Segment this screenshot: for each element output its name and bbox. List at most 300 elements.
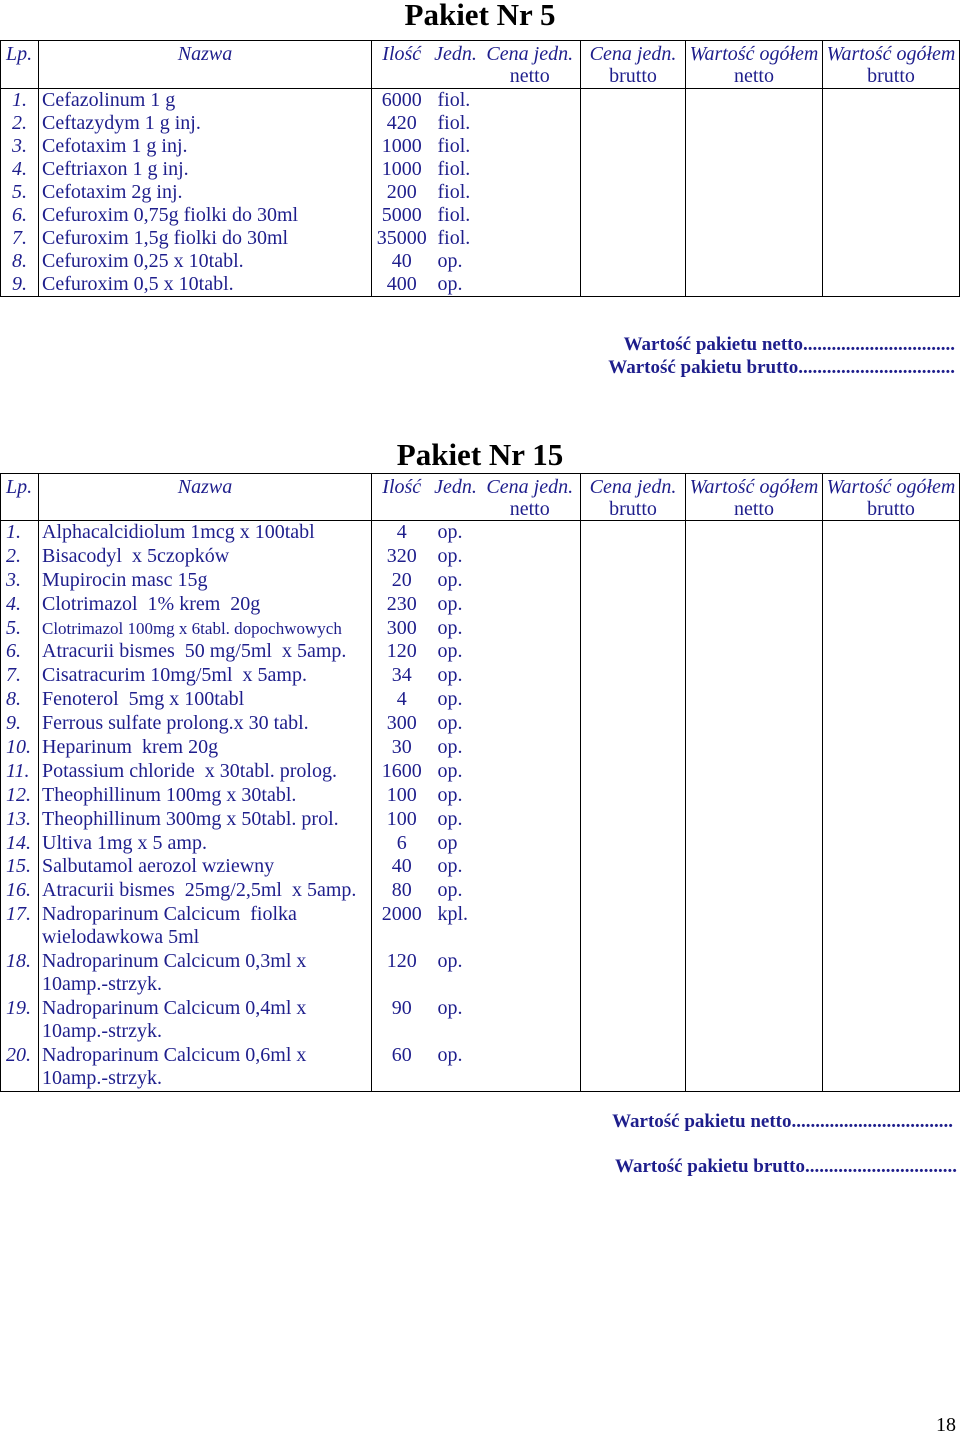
item-name: Nadroparinum Calcicum 0,3ml x 10amp.-strzyk. bbox=[39, 950, 372, 997]
row-number: 5. bbox=[6, 616, 21, 639]
cena-jedn-netto-cell bbox=[480, 759, 581, 783]
wartosc-ogolem-brutto-cell bbox=[823, 568, 960, 592]
wartosc-ogolem-brutto-cell bbox=[823, 616, 960, 640]
cena-jedn-netto-cell bbox=[480, 903, 581, 950]
item-quantity: 30 bbox=[372, 736, 432, 760]
wartosc-ogolem-netto-cell bbox=[686, 712, 823, 736]
wartosc-ogolem-brutto-cell bbox=[823, 712, 960, 736]
table-row bbox=[1, 1044, 960, 1092]
wartosc-ogolem-netto-cell bbox=[686, 664, 823, 688]
cena-jedn-brutto-cell bbox=[581, 592, 686, 616]
row-number: 17. bbox=[6, 902, 31, 925]
table-row bbox=[1, 783, 960, 807]
item-name: Heparinum krem 20g bbox=[39, 736, 372, 760]
item-name: Atracurii bismes 50 mg/5ml x 5amp. bbox=[39, 640, 372, 664]
item-quantity: 320 bbox=[372, 544, 432, 568]
header-line-2: netto bbox=[509, 65, 550, 87]
cena-jedn-netto-cell bbox=[480, 855, 581, 879]
header-line-2: netto bbox=[734, 65, 774, 87]
item-name: Cefazolinum 1 g bbox=[39, 89, 372, 113]
item-unit: op. bbox=[437, 250, 463, 272]
wartosc-ogolem-brutto-cell bbox=[823, 879, 960, 903]
wartosc-ogolem-brutto-cell bbox=[823, 807, 960, 831]
wartosc-ogolem-brutto-cell bbox=[823, 181, 960, 204]
item-unit: op. bbox=[437, 616, 463, 639]
table-row bbox=[1, 227, 960, 250]
header-line-1: Cena jedn. bbox=[589, 476, 677, 498]
wartosc-ogolem-brutto-cell bbox=[823, 783, 960, 807]
cena-jedn-brutto-cell bbox=[581, 135, 686, 158]
wartosc-ogolem-brutto-cell bbox=[823, 831, 960, 855]
cena-jedn-brutto-cell bbox=[581, 688, 686, 712]
cena-jedn-brutto-cell bbox=[581, 950, 686, 997]
header-line-1: Cena jedn. bbox=[486, 43, 574, 65]
wartosc-ogolem-brutto-cell bbox=[823, 1044, 960, 1092]
header-line-1: Wartość ogółem bbox=[826, 476, 956, 498]
item-quantity: 80 bbox=[372, 879, 432, 903]
row-number: 14. bbox=[6, 831, 31, 854]
item-name: Fenoterol 5mg x 100tabl bbox=[39, 688, 372, 712]
package-value-brutto: Wartość pakietu brutto................................. bbox=[608, 357, 955, 378]
cena-jedn-netto-cell bbox=[480, 204, 581, 227]
item-name: Ultiva 1mg x 5 amp. bbox=[39, 831, 372, 855]
header-line-2: brutto bbox=[609, 65, 657, 87]
row-number: 3. bbox=[6, 568, 21, 591]
item-quantity: 120 bbox=[372, 640, 432, 664]
cena-jedn-brutto-cell bbox=[581, 181, 686, 204]
wartosc-ogolem-brutto-cell bbox=[823, 759, 960, 783]
item-quantity: 1600 bbox=[372, 759, 432, 783]
header-cena-jedn-netto bbox=[480, 474, 581, 521]
item-name: Salbutamol aerozol wziewny bbox=[39, 855, 372, 879]
item-unit: op. bbox=[437, 273, 463, 295]
header-line-2: netto bbox=[509, 498, 550, 520]
item-name: Theophillinum 300mg x 50tabl. prol. bbox=[39, 807, 372, 831]
wartosc-ogolem-brutto-cell bbox=[823, 158, 960, 181]
item-quantity: 4 bbox=[372, 688, 432, 712]
package-table bbox=[0, 473, 960, 1092]
item-quantity: 1000 bbox=[372, 158, 432, 181]
header-nazwa: Nazwa bbox=[39, 41, 372, 89]
row-number: 7. bbox=[12, 227, 27, 249]
cena-jedn-brutto-cell bbox=[581, 736, 686, 760]
table-row bbox=[1, 855, 960, 879]
item-unit: op. bbox=[437, 568, 463, 591]
wartosc-ogolem-netto-cell bbox=[686, 592, 823, 616]
table-row bbox=[1, 831, 960, 855]
page-number: 18 bbox=[936, 1414, 956, 1436]
item-quantity: 20 bbox=[372, 568, 432, 592]
item-name: Nadroparinum Calcicum 0,4ml x 10amp.-strzyk. bbox=[39, 997, 372, 1044]
table-row bbox=[1, 544, 960, 568]
wartosc-ogolem-netto-cell bbox=[686, 997, 823, 1044]
table-row bbox=[1, 158, 960, 181]
header-line-1: Wartość ogółem bbox=[689, 43, 819, 65]
header-line-1: Cena jedn. bbox=[486, 476, 574, 498]
table-row bbox=[1, 521, 960, 545]
item-quantity: 2000 bbox=[372, 903, 432, 950]
item-name: Bisacodyl x 5czopków bbox=[39, 544, 372, 568]
package-value-brutto: Wartość pakietu brutto................................ bbox=[615, 1156, 957, 1177]
table-body bbox=[1, 89, 960, 297]
item-unit: op. bbox=[437, 664, 463, 687]
item-unit: op. bbox=[437, 688, 463, 711]
header-ilosc: Ilość bbox=[372, 41, 432, 89]
wartosc-ogolem-brutto-cell bbox=[823, 544, 960, 568]
package-value-netto: Wartość pakietu netto.................................. bbox=[612, 1111, 953, 1132]
wartosc-ogolem-brutto-cell bbox=[823, 664, 960, 688]
cena-jedn-brutto-cell bbox=[581, 568, 686, 592]
cena-jedn-brutto-cell bbox=[581, 903, 686, 950]
item-name: Ceftriaxon 1 g inj. bbox=[39, 158, 372, 181]
cena-jedn-netto-cell bbox=[480, 640, 581, 664]
wartosc-ogolem-brutto-cell bbox=[823, 688, 960, 712]
cena-jedn-netto-cell bbox=[480, 879, 581, 903]
wartosc-ogolem-netto-cell bbox=[686, 204, 823, 227]
wartosc-ogolem-netto-cell bbox=[686, 112, 823, 135]
wartosc-ogolem-brutto-cell bbox=[823, 950, 960, 997]
table-row bbox=[1, 712, 960, 736]
table-row bbox=[1, 204, 960, 227]
cena-jedn-brutto-cell bbox=[581, 616, 686, 640]
wartosc-ogolem-netto-cell bbox=[686, 158, 823, 181]
package-title: Pakiet Nr 15 bbox=[396, 437, 564, 472]
cena-jedn-netto-cell bbox=[480, 89, 581, 113]
wartosc-ogolem-netto-cell bbox=[686, 855, 823, 879]
cena-jedn-netto-cell bbox=[480, 950, 581, 997]
cena-jedn-netto-cell bbox=[480, 181, 581, 204]
cena-jedn-brutto-cell bbox=[581, 112, 686, 135]
item-name: Cisatracurim 10mg/5ml x 5amp. bbox=[39, 664, 372, 688]
header-line-2: brutto bbox=[867, 498, 915, 520]
item-unit: op. bbox=[437, 592, 463, 615]
cena-jedn-brutto-cell bbox=[581, 89, 686, 113]
header-nazwa: Nazwa bbox=[39, 474, 372, 521]
item-quantity: 230 bbox=[372, 592, 432, 616]
header-jedn: Jedn. bbox=[432, 474, 480, 521]
cena-jedn-netto-cell bbox=[480, 592, 581, 616]
wartosc-ogolem-netto-cell bbox=[686, 807, 823, 831]
row-number: 2. bbox=[12, 112, 27, 134]
cena-jedn-brutto-cell bbox=[581, 759, 686, 783]
row-number: 1. bbox=[6, 521, 21, 544]
item-quantity: 6000 bbox=[372, 89, 432, 113]
cena-jedn-netto-cell bbox=[480, 831, 581, 855]
cena-jedn-brutto-cell bbox=[581, 273, 686, 297]
cena-jedn-netto-cell bbox=[480, 1044, 581, 1092]
item-quantity: 90 bbox=[372, 997, 432, 1044]
item-name: Atracurii bismes 25mg/2,5ml x 5amp. bbox=[39, 879, 372, 903]
item-name: Ferrous sulfate prolong.x 30 tabl. bbox=[39, 712, 372, 736]
wartosc-ogolem-netto-cell bbox=[686, 736, 823, 760]
wartosc-ogolem-brutto-cell bbox=[823, 89, 960, 113]
cena-jedn-netto-cell bbox=[480, 273, 581, 297]
table-row bbox=[1, 903, 960, 950]
cena-jedn-netto-cell bbox=[480, 135, 581, 158]
header-line-1: Wartość ogółem bbox=[689, 476, 819, 498]
wartosc-ogolem-netto-cell bbox=[686, 879, 823, 903]
header-lp: Lp. bbox=[1, 41, 39, 89]
table-row bbox=[1, 879, 960, 903]
header-wartosc-ogolem-brutto bbox=[823, 41, 960, 89]
item-unit: fiol. bbox=[437, 89, 471, 111]
row-number: 19. bbox=[6, 996, 31, 1019]
cena-jedn-brutto-cell bbox=[581, 250, 686, 273]
wartosc-ogolem-netto-cell bbox=[686, 1044, 823, 1092]
wartosc-ogolem-netto-cell bbox=[686, 135, 823, 158]
row-number: 5. bbox=[12, 181, 27, 203]
row-number: 15. bbox=[6, 855, 31, 878]
item-unit: op. bbox=[437, 783, 463, 806]
wartosc-ogolem-netto-cell bbox=[686, 831, 823, 855]
row-number: 9. bbox=[6, 712, 21, 735]
item-quantity: 40 bbox=[372, 855, 432, 879]
wartosc-ogolem-brutto-cell bbox=[823, 640, 960, 664]
cena-jedn-brutto-cell bbox=[581, 204, 686, 227]
item-quantity: 60 bbox=[372, 1044, 432, 1092]
wartosc-ogolem-netto-cell bbox=[686, 783, 823, 807]
cena-jedn-brutto-cell bbox=[581, 227, 686, 250]
cena-jedn-brutto-cell bbox=[581, 664, 686, 688]
header-row bbox=[1, 474, 960, 521]
wartosc-ogolem-brutto-cell bbox=[823, 592, 960, 616]
item-quantity: 300 bbox=[372, 712, 432, 736]
item-unit: op. bbox=[437, 544, 463, 567]
item-unit: fiol. bbox=[437, 181, 471, 203]
item-unit: op bbox=[437, 831, 458, 854]
table-row bbox=[1, 997, 960, 1044]
cena-jedn-netto-cell bbox=[480, 997, 581, 1044]
cena-jedn-netto-cell bbox=[480, 158, 581, 181]
cena-jedn-brutto-cell bbox=[581, 544, 686, 568]
wartosc-ogolem-netto-cell bbox=[686, 89, 823, 113]
table-row bbox=[1, 736, 960, 760]
wartosc-ogolem-brutto-cell bbox=[823, 273, 960, 297]
row-number: 10. bbox=[6, 735, 31, 758]
item-quantity: 100 bbox=[372, 807, 432, 831]
cena-jedn-brutto-cell bbox=[581, 831, 686, 855]
row-number: 13. bbox=[6, 807, 31, 830]
table-row bbox=[1, 688, 960, 712]
item-name: Clotrimazol 100mg x 6tabl. dopochwowych bbox=[39, 616, 372, 640]
wartosc-ogolem-brutto-cell bbox=[823, 204, 960, 227]
wartosc-ogolem-netto-cell bbox=[686, 616, 823, 640]
item-name: Cefuroxim 0,5 x 10tabl. bbox=[39, 273, 372, 297]
header-wartosc-ogolem-netto bbox=[686, 41, 823, 89]
cena-jedn-netto-cell bbox=[480, 250, 581, 273]
item-name: Theophillinum 100mg x 30tabl. bbox=[39, 783, 372, 807]
item-unit: op. bbox=[437, 879, 463, 902]
header-wartosc-ogolem-netto bbox=[686, 474, 823, 521]
wartosc-ogolem-netto-cell bbox=[686, 950, 823, 997]
cena-jedn-netto-cell bbox=[480, 688, 581, 712]
row-number: 18. bbox=[6, 949, 31, 972]
table-row bbox=[1, 181, 960, 204]
item-quantity: 35000 bbox=[372, 227, 432, 250]
item-quantity: 34 bbox=[372, 664, 432, 688]
wartosc-ogolem-brutto-cell bbox=[823, 227, 960, 250]
item-unit: fiol. bbox=[437, 135, 471, 157]
item-name: Cefotaxim 1 g inj. bbox=[39, 135, 372, 158]
item-name: Cefuroxim 1,5g fiolki do 30ml bbox=[39, 227, 372, 250]
table-row bbox=[1, 112, 960, 135]
wartosc-ogolem-netto-cell bbox=[686, 521, 823, 545]
wartosc-ogolem-netto-cell bbox=[686, 250, 823, 273]
header-jedn: Jedn. bbox=[432, 41, 480, 89]
row-number: 3. bbox=[12, 135, 27, 157]
item-unit: fiol. bbox=[437, 112, 471, 134]
item-unit: op. bbox=[437, 855, 463, 878]
row-number: 4. bbox=[12, 158, 27, 180]
item-unit: fiol. bbox=[437, 227, 471, 249]
cena-jedn-netto-cell bbox=[480, 807, 581, 831]
header-cena-jedn-netto bbox=[480, 41, 581, 89]
wartosc-ogolem-brutto-cell bbox=[823, 250, 960, 273]
item-name: Cefuroxim 0,75g fiolki do 30ml bbox=[39, 204, 372, 227]
item-name: Potassium chloride x 30tabl. prolog. bbox=[39, 759, 372, 783]
header-line-2: brutto bbox=[609, 498, 657, 520]
cena-jedn-brutto-cell bbox=[581, 158, 686, 181]
row-number: 11. bbox=[6, 759, 30, 782]
item-unit: op. bbox=[437, 712, 463, 735]
item-quantity: 6 bbox=[372, 831, 432, 855]
header-line-1: Wartość ogółem bbox=[826, 43, 956, 65]
item-unit: op. bbox=[437, 759, 463, 782]
item-quantity: 1000 bbox=[372, 135, 432, 158]
table-row bbox=[1, 250, 960, 273]
row-number: 9. bbox=[12, 273, 27, 295]
item-name: Clotrimazol 1% krem 20g bbox=[39, 592, 372, 616]
wartosc-ogolem-netto-cell bbox=[686, 227, 823, 250]
item-name: Ceftazydym 1 g inj. bbox=[39, 112, 372, 135]
item-unit: op. bbox=[437, 949, 463, 972]
header-lp: Lp. bbox=[1, 474, 39, 521]
row-number: 20. bbox=[6, 1043, 31, 1066]
item-name: Cefuroxim 0,25 x 10tabl. bbox=[39, 250, 372, 273]
item-unit: op. bbox=[437, 1043, 463, 1066]
table-row bbox=[1, 950, 960, 997]
cena-jedn-brutto-cell bbox=[581, 1044, 686, 1092]
row-number: 8. bbox=[12, 250, 27, 272]
item-quantity: 4 bbox=[372, 521, 432, 545]
table-row bbox=[1, 568, 960, 592]
table-row bbox=[1, 640, 960, 664]
row-number: 12. bbox=[6, 783, 31, 806]
item-name: Mupirocin masc 15g bbox=[39, 568, 372, 592]
header-cena-jedn-brutto bbox=[581, 474, 686, 521]
cena-jedn-netto-cell bbox=[480, 227, 581, 250]
wartosc-ogolem-netto-cell bbox=[686, 903, 823, 950]
wartosc-ogolem-brutto-cell bbox=[823, 135, 960, 158]
header-cena-jedn-brutto bbox=[581, 41, 686, 89]
item-quantity: 5000 bbox=[372, 204, 432, 227]
cena-jedn-brutto-cell bbox=[581, 783, 686, 807]
cena-jedn-netto-cell bbox=[480, 712, 581, 736]
row-number: 6. bbox=[12, 204, 27, 226]
header-row bbox=[1, 41, 960, 89]
table-row bbox=[1, 273, 960, 297]
cena-jedn-netto-cell bbox=[480, 664, 581, 688]
header-wartosc-ogolem-brutto bbox=[823, 474, 960, 521]
wartosc-ogolem-brutto-cell bbox=[823, 997, 960, 1044]
item-name: Nadroparinum Calcicum 0,6ml x 10amp.-strzyk. bbox=[39, 1044, 372, 1092]
package-title: Pakiet Nr 5 bbox=[404, 0, 556, 32]
cena-jedn-brutto-cell bbox=[581, 807, 686, 831]
item-quantity: 400 bbox=[372, 273, 432, 297]
item-quantity: 420 bbox=[372, 112, 432, 135]
cena-jedn-netto-cell bbox=[480, 112, 581, 135]
table-row bbox=[1, 135, 960, 158]
cena-jedn-netto-cell bbox=[480, 736, 581, 760]
item-quantity: 40 bbox=[372, 250, 432, 273]
table-row bbox=[1, 664, 960, 688]
package-value-netto: Wartość pakietu netto................................ bbox=[623, 334, 955, 355]
wartosc-ogolem-netto-cell bbox=[686, 544, 823, 568]
item-unit: op. bbox=[437, 996, 463, 1019]
row-number: 1. bbox=[12, 89, 27, 111]
cena-jedn-netto-cell bbox=[480, 544, 581, 568]
row-number: 7. bbox=[6, 664, 21, 687]
header-line-2: netto bbox=[734, 498, 774, 520]
item-quantity: 300 bbox=[372, 616, 432, 640]
cena-jedn-brutto-cell bbox=[581, 997, 686, 1044]
header-line-2: brutto bbox=[867, 65, 915, 87]
cena-jedn-netto-cell bbox=[480, 616, 581, 640]
item-unit: fiol. bbox=[437, 158, 471, 180]
header-line-1: Cena jedn. bbox=[589, 43, 677, 65]
wartosc-ogolem-netto-cell bbox=[686, 759, 823, 783]
wartosc-ogolem-brutto-cell bbox=[823, 521, 960, 545]
row-number: 8. bbox=[6, 688, 21, 711]
wartosc-ogolem-brutto-cell bbox=[823, 855, 960, 879]
row-number: 4. bbox=[6, 592, 21, 615]
cena-jedn-brutto-cell bbox=[581, 855, 686, 879]
cena-jedn-brutto-cell bbox=[581, 640, 686, 664]
package-table bbox=[0, 40, 960, 297]
wartosc-ogolem-netto-cell bbox=[686, 688, 823, 712]
item-name: Nadroparinum Calcicum fiolka wielodawkowa 5ml bbox=[39, 903, 372, 950]
item-unit: kpl. bbox=[437, 902, 469, 925]
header-ilosc: Ilość bbox=[372, 474, 432, 521]
table-row bbox=[1, 616, 960, 640]
table-body bbox=[1, 521, 960, 1092]
wartosc-ogolem-netto-cell bbox=[686, 568, 823, 592]
wartosc-ogolem-netto-cell bbox=[686, 273, 823, 297]
item-quantity: 200 bbox=[372, 181, 432, 204]
table-row bbox=[1, 807, 960, 831]
wartosc-ogolem-brutto-cell bbox=[823, 112, 960, 135]
row-number: 6. bbox=[6, 640, 21, 663]
item-quantity: 100 bbox=[372, 783, 432, 807]
table-row bbox=[1, 89, 960, 113]
cena-jedn-netto-cell bbox=[480, 783, 581, 807]
item-unit: op. bbox=[437, 735, 463, 758]
item-name: Cefotaxim 2g inj. bbox=[39, 181, 372, 204]
row-number: 2. bbox=[6, 544, 21, 567]
item-unit: op. bbox=[437, 807, 463, 830]
cena-jedn-brutto-cell bbox=[581, 879, 686, 903]
cena-jedn-netto-cell bbox=[480, 521, 581, 545]
wartosc-ogolem-netto-cell bbox=[686, 181, 823, 204]
item-unit: fiol. bbox=[437, 204, 471, 226]
row-number: 16. bbox=[6, 879, 31, 902]
cena-jedn-brutto-cell bbox=[581, 712, 686, 736]
cena-jedn-netto-cell bbox=[480, 568, 581, 592]
wartosc-ogolem-brutto-cell bbox=[823, 736, 960, 760]
item-quantity: 120 bbox=[372, 950, 432, 997]
wartosc-ogolem-netto-cell bbox=[686, 640, 823, 664]
item-name: Alphacalcidiolum 1mcg x 100tabl bbox=[39, 521, 372, 545]
